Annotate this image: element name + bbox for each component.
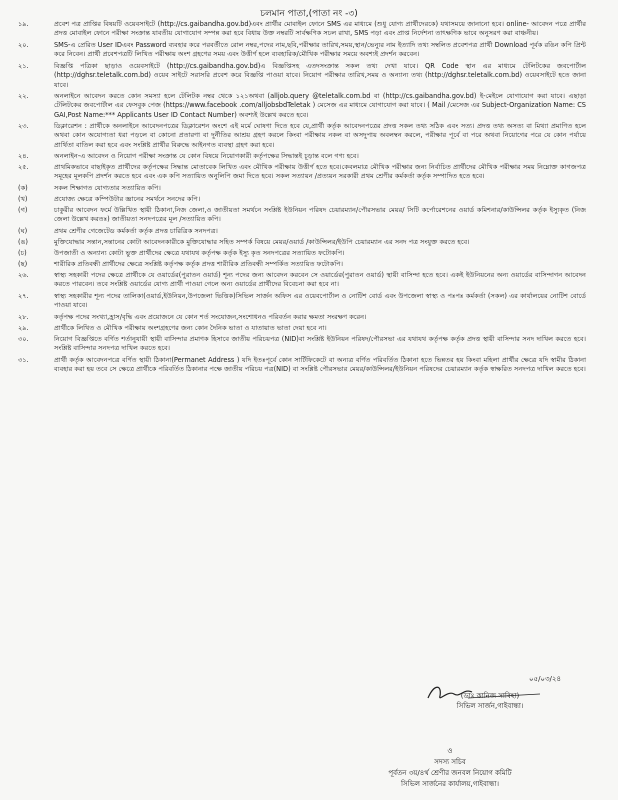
signature-block [370, 674, 610, 712]
item-text: অনলাইন-এ আবেদন ও নিয়োগ পরীক্ষা সংক্রান্ত যে কোন বিষয়ে নিয়োগকারী কর্তৃপক্ষের সিদ্ধান্তই চূড়ান্ত বলে গণ্য হবে। [54, 152, 359, 160]
item-number: ২২. [18, 92, 29, 100]
item-text: অনলাইনে আবেদন করতে কোন সমস্যা হলে টেলিটক নম্বর থেকে ১২১অথবা (alljob.query @teletalk.com.bd বা (http://cs.gaibandha.gov.bd) ই-মেইলে যোগাযোগ করা যাবে। এছাড়া টেলিটকের জবপোর্টাল এর ফেসবুক পেজ (https://www.facebook .com/alljobsbdTeletak ) মেসেজ এর মাধ্যমে যোগাযোগ করা যাবে। ( Mail /মেসেজ এর Subject-Organization Name: CS GAI,Post Name:*** Applicants User ID Contact Number) অবশ্যই উল্লেখ করতে হবে। [54, 92, 586, 119]
item-number: (গ) [18, 206, 28, 214]
committee-name: পূর্বতন ৩য়/৪র্থ শ্রেণীর জনবল নিয়োগ কমিটি [388, 768, 512, 777]
member-secretary: সদস্য সচিব [434, 757, 466, 766]
item-number: ৩১. [18, 356, 29, 364]
item-number: (ছ) [18, 260, 28, 268]
footer-block [300, 746, 600, 789]
item-text: প্রথম শ্রেণীর গেজেটেড কর্মকর্তা কর্তৃক প্রদত্ত চারিত্রিক সনদপত্র। [54, 227, 218, 235]
list-item [18, 271, 586, 290]
item-number: (চ) [18, 249, 27, 257]
item-number: ২৬. [18, 271, 29, 279]
item-text: ডিক্লারেশন : প্রার্থীকে অনলাইনে আবেদনপত্রের ডিক্লারেশন অংশে এই মর্মে ঘোষণা দিতে হবে যে,প্রার্থী কর্তৃক আবেদনপত্রের প্রদত্ত সকল তথ্য সঠিক এবং সত্য। প্রদত্ত তথ্য অসত্য বা মিথ্যা প্রমাণিত হলে অথবা কোন অযোগ্যতা ধরা পড়লে বা কোনো প্রতারণা বা দুর্নীতির আশ্রয় গ্রহণ করলে কিংবা পরীক্ষায় নকল বা অসদুপায় অবলম্বন করলে, পরীক্ষার পূর্বে বা পরে অথবা নিয়োগের পরে যে কোন পর্যায়ে প্রার্থিতা বাতিল করা হবে এবং সংশ্লিষ্ট প্রার্থীর বিরুদ্ধে আইনগত ব্যবস্থা গ্রহণ করা হবে। [54, 122, 586, 149]
list-item [18, 92, 586, 120]
list-item [18, 227, 586, 236]
item-number: (খ) [18, 195, 28, 203]
item-text: উপজাতী ও অন্যান্য কোটা ভুক্ত প্রার্থীদের ক্ষেত্রে যথাযথ কর্তৃপক্ষ কর্তৃক ইস্যু কৃত সনদপত্রের সত্যায়িত ফটোকপি। [54, 249, 345, 257]
item-text: প্রযোজ্য ক্ষেত্রে কম্পিউটার জ্ঞানের সমর্থনে সনদের কপি। [54, 195, 201, 203]
item-text: প্রাথমিকভাবে বাছাইকৃত প্রার্থীদের কর্তৃপক্ষের সিদ্ধান্ত মোতাবেক লিখিত এবং মৌখিক পরীক্ষায় উত্তীর্ণ হতে হবে।কেবলমাত্র মৌখিক পরীক্ষার জন্য নির্বাচিত প্রার্থীদের মৌখিক পরীক্ষার সময় নিম্নোক্ত কাগজপত্র সমূহের মূলকপি প্রদর্শন করতে হবে এবং এক কপি সত্যায়িত অনুলিপি জমা দিতে হবে। সকল সত্যায়ন /প্রত্যয়ন সরকারী প্রথম শ্রেণীর কর্মকর্তা কর্তৃক সম্পাদিত হতে হবে। [54, 163, 586, 181]
item-number: ৩০. [18, 335, 29, 343]
list-item [18, 163, 586, 182]
page-header: চলমান পাতা,(পাতা নং -৩) [260, 9, 358, 19]
item-text: প্রার্থীকে লিখিত ও মৌখিক পরীক্ষায় অংশগ্রহণের জন্য কোন দৈনিক ভাতা ও যাতায়াত ভাতা দেয়া হবে না। [54, 324, 327, 332]
signatory-name: (ডাঃ কানিজ সাবিহা) [460, 691, 520, 700]
item-number: ২৩. [18, 122, 29, 130]
item-number: (ক) [18, 184, 28, 192]
list-item [18, 324, 586, 333]
list-item [18, 195, 586, 204]
item-text: নিয়োগ বিজ্ঞপ্তিতে বর্ণিত শর্তানুযায়ী স্থায়ী বাসিন্দার প্রমাণক হিসাবে জাতীয় পরিচয়পত্র (NID)বা সংশ্লিষ্ট ইউনিয়ন পরিষদ/পৌরসভা এর যথাযথ কর্তৃপক্ষ কর্তৃক প্রদত্ত স্থায়ী বাসিন্দার সনদ দাখিল করতে হবে।সংশ্লিষ্ট বাসিন্দার সনদপত্র দাখিল করতে হবে। [54, 335, 586, 353]
item-number: ২৮. [18, 313, 29, 321]
item-text: বিজ্ঞপ্তি পত্রিকা ছাড়াও ওয়েবসাইটে (http://cs.gaibandha.gov.bd)এ বিজ্ঞপ্তিসহ এতদসংক্রান্ত সকল তথ্য দেখা যাবে। QR Code স্থান এর মাধ্যমে টেলিটকের জবপোর্টাল (http://dghsr.teletalk.com.bd) ওয়েব সাইটে সরাসরি প্রবেশ করে বিজ্ঞপ্তি পাওয়া যাবে। নিয়োগ পরীক্ষার তারিখ,সময় ও অন্যান্য তথ্য (http://dghsr.teletalk.com.bd) ওয়েবসাইটে হতে জানা যাবে। [54, 62, 586, 89]
list-item [18, 20, 586, 39]
item-number: ২৪. [18, 152, 29, 160]
item-text: স্বাস্থ্য সহকারীর শূন্য পদের তালিকা(ওয়ার্ড,ইউনিয়ন,উপজেলা ভিত্তিক)সিভিল সার্জন অফিস এর ওয়েবপোর্টাল ও নোটিশ বোর্ড এবং উপজেলা স্বাস্থ্য ও পঃপঃ কর্মকর্তা (সকল) এর কার্যালয়ের নোটিশ বোর্ডে পাওয়া যাবে। [54, 292, 586, 310]
item-text: প্রার্থী কর্তৃক আবেদনপত্রে বর্ণিত স্থায়ী ঠিকানা(Permanet Address ) যদি ইতঃপূর্বে কোন সার্টিফিকেটে বা অন্যত্র বর্ণিত পরিবর্তিত ঠিকানা হতে ভিন্নতর হয় কিংবা মহিলা প্রার্থীর ক্ষেত্রে যদি স্বামীর ঠিকানা ব্যবহার করা হয় তবে সে ক্ষেত্রে প্রার্থীকে পরিবর্তিত ঠিকানার পক্ষে জাতীয় পরিচয় পত্র(NID) বা সংশ্লিষ্ট পৌরসভার মেয়র/কাউন্সিলর/ইউনিয়ন পরিষদের চেয়ারম্যান কর্তৃক স্বাক্ষরিত সনদপত্র দাখিল করতে হবে। [54, 356, 586, 374]
item-number: ২১. [18, 62, 29, 70]
item-number: ২০. [18, 41, 29, 49]
item-number: (ঘ) [18, 227, 28, 235]
list-item [18, 184, 586, 193]
item-number: ১৯. [18, 20, 29, 28]
office-name: সিভিল সার্জনের কার্যালয়,গাইবান্ধা। [400, 779, 500, 788]
item-text: সকল শিক্ষাগত যোগ্যতার সত্যায়িত কপি। [54, 184, 161, 192]
item-text: SMS-এ প্রেরিত User IDএবং Password ব্যবহার করে পরবর্তীতে রোল নম্বর,পদের নাম,ছবি,পরীক্ষার তারিখ,সময়,স্থান/ভেন্যুর নাম ইত্যাদি তথ্য সম্বলিত প্রবেশপত্র প্রার্থী Download পূর্বক রঙিন কপি প্রিন্ট করে নিবেন। প্রার্থী প্রবেশপত্রটি লিখিত পরীক্ষায় অংশ গ্রহণের সময় এবং উত্তীর্ণ হলে ব্যবহারিক/মৌখিক পরীক্ষার সময়ে অবশ্যই প্রদর্শন করবেন। [54, 41, 586, 59]
list-item [18, 62, 586, 90]
list-item [18, 313, 586, 322]
list-item [18, 260, 586, 269]
item-text: স্বাস্থ্য সহকারী পদের ক্ষেত্রে প্রার্থীকে যে ওয়ার্ডের(পুরাতন ওয়ার্ড) শূন্য পদের জন্য আবেদন করবেন সে ওয়ার্ডের(পুরাতন ওয়ার্ড) স্থায়ী বাসিন্দা হতে হবে। একই ইউনিয়নের অন্য ওয়ার্ডের বাসিন্দাগন আবেদন করতে পারবেন। তবে সংশ্লিষ্ট ওয়ার্ডের যোগ্য প্রার্থী পাওয়া গেলে অন্য ওয়ার্ডের প্রার্থীদের বিবেচনা করা হবে না। [54, 271, 586, 289]
item-number: ২৭. [18, 292, 29, 300]
list-item [18, 152, 586, 161]
item-text: কর্তৃপক্ষ পদের সংখ্যা,হ্রাস/বৃদ্ধি এবং প্রয়োজনে যে কোন শর্ত সংযোজন,সংশোধনও পরিবর্তন করার ক্ষমতা সংরক্ষণ করেন। [54, 313, 367, 321]
list-item [18, 356, 586, 375]
item-text: চাকুরীর আবেদন ফর্মে উল্লিখিত স্থায়ী ঠিকানা,নিজ জেলা,ও জাতীয়তা সমর্থনে সংশ্লিষ্ট ইউনিয়ন পরিষদ চেয়ারম্যান/পৌরসভার মেয়র/ সিটি কর্পোরেশনের ওয়ার্ড কমিশনার/কাউন্সিলর কর্তৃক ইস্যুকৃত (নিজ জেলা উল্লেখ করতঃ) জাতীয়তা সনদপত্রের মূল /সত্যায়িত কপি। [54, 206, 586, 224]
list-item [18, 335, 586, 354]
signatory-title: সিভিল সার্জন,গাইবান্ধা। [456, 702, 524, 710]
connector-text: ও [447, 747, 453, 755]
item-text: শারীরিক প্রতিবন্ধী প্রার্থীদের ক্ষেত্রে সংশ্লিষ্ট কর্তৃপক্ষ কর্তৃক প্রদত্ত শারীরিক প্রতিবন্ধী সম্পর্কিত সত্যায়িত ফটোকপি। [54, 260, 343, 268]
list-item [18, 292, 586, 311]
list-item [18, 122, 586, 150]
item-number: (ঙ) [18, 238, 28, 246]
item-number: ২৯. [18, 324, 29, 332]
list-item [18, 41, 586, 60]
item-text: মুক্তিযোদ্ধার সন্তান,সন্তানের কোটা আবেদনকারীকে মুক্তিযোদ্ধার সহিত সম্পর্ক বিষয়ে মেয়র/ওয়ার্ড /কাউন্সিলর/ইউপি চেয়ারম্যান এর সনদ পত্র সংযুক্ত করতে হবে। [54, 238, 470, 246]
list-item [18, 249, 586, 258]
list-item [18, 238, 586, 247]
item-text: প্রবেশ পত্র প্রাপ্তির বিষয়টি ওয়েবসাইটে (http://cs.gaibandha.gov.bd)এবং প্রার্থীর মোবাইল ফোনে SMS এর মাধ্যমে (শুধু যোগ্য প্রার্থীদেরকে) যথাসময়ে জানানো হবে। online- আবেদন পত্রে প্রার্থীর প্রদত্ত মোবাইল ফোনে পরীক্ষা সংক্রান্ত যাবতীয় যোগাযোগ সম্পন্ন করা হবে বিধায় উক্ত নম্বরটি সার্বক্ষণিক সচল রাখা, SMS পড়া এবং প্রাপ্ত নির্দেশনা তাৎক্ষণিক ভাবে অনুসরণ করা বাঞ্চনীয়। [54, 20, 586, 38]
item-number: ২৫. [18, 163, 29, 171]
list-item [18, 206, 586, 225]
signature-date: ০৫/০৩/২৪ [528, 675, 561, 683]
